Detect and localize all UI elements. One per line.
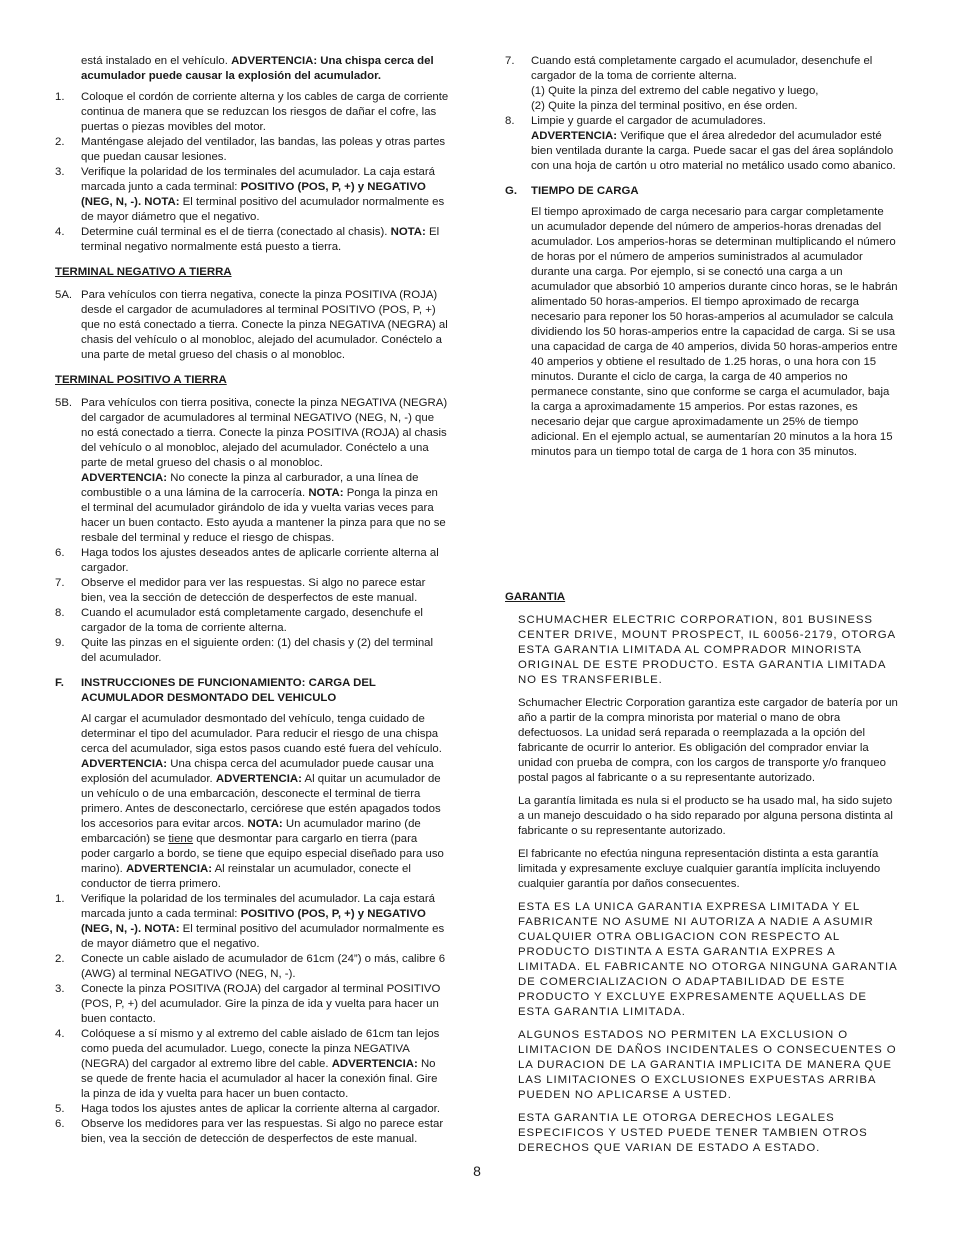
- step-item: [55, 892, 449, 952]
- steps-list-f: [55, 952, 449, 1027]
- steps-list-2: [55, 546, 449, 666]
- warranty-paragraph: SCHUMACHER ELECTRIC CORPORATION, 801 BUSINESS CENTER DRIVE, MOUNT PROSPECT, IL 60056-2179, OTORGA ESTA GARANTIA LIMITADA AL COMPRADOR MINORISTA ORIGINAL DE ESTE PRODUCTO. ESTA GARANTIA LIMITADA NO ES TRANSFERIBLE.: [518, 614, 896, 686]
- step-number: 8.: [505, 115, 515, 127]
- step-item: [55, 396, 449, 546]
- step-number: 8.: [55, 607, 65, 619]
- step-item: [55, 1102, 449, 1117]
- step-item: [55, 546, 449, 576]
- step-text: El terminal positivo del acumulador normalmente es de mayor diámetro que el negativo.: [81, 196, 445, 223]
- step-bold: NOTA:: [390, 226, 426, 238]
- warranty-paragraph: El fabricante no efectúa ninguna representación distinta a esta garantía limitada y expresamente excluye cualquier garantía implícita incluyendo cualquier garantía por daños consecuentes.: [518, 848, 881, 890]
- step-number: 5B.: [55, 397, 73, 409]
- charge-time-paragraph: El tiempo aproximado de carga necesario para cargar completamente un acumulador depende del número de amperios-horas drenadas del acumulador. Los amperios-horas se determinan multiplicando el número de horas por el número de amperios suministrados al acumulador durante una carga. Por ejemplo, si se conectó una carga a un acumulador que absorbió 10 amperios durante cinco horas, se le habrán alimentado 50 horas-amperios. El tiempo aproximado de recarga necesario para reponer los 50 horas-amperios al acumulador se calcula dividiendo los 50 horas-amperios entre la capacidad de carga. Si se usa una capacidad de carga de 40 amperios, divida 50 horas-amperios entre 40 amperios y obtiene el resultado de 1.25 horas, o una hora con 15 minutos. Durante el ciclo de carga, la carga de 40 amperios no permanece constante, sino que conforme se carga el acumulador, baja la carga a aproximadamente 15 amperios. Por estas razones, es necesario dejar que cargue aproximadamente un 25% de tiempo adicional. En el ejemplo actual, se aumentarían 20 minutos a la hora 15 minutos para un tiempo total de carga de 1 hora con 35 minutos.: [531, 206, 898, 458]
- step-text: (2) Quite la pinza del terminal positivo, en ése orden.: [531, 100, 798, 112]
- step-text: Cuando el acumulador está completamente cargado, desenchufe el cargador de la toma de corriente alterna.: [81, 607, 423, 634]
- intro-warning: ADVERTENCIA: Una chispa cerca del acumulador puede causar la explosión del acumulador.: [81, 55, 434, 82]
- warranty-paragraph: Schumacher Electric Corporation garantiza este cargador de batería por un año a partir de la compra minorista por material o mano de obra defectuosos. La unidad será reparada o reemplazada a la opción del fabricante de ocurrir lo anterior. Es obligación del comprador enviar la unidad con prueba de compra, con los cargos de transporte y/o franqueo postal pagos al fabricante o a su representante autorizado.: [518, 697, 898, 784]
- note-label: NOTA:: [308, 487, 344, 499]
- step-number: 5.: [55, 1103, 65, 1115]
- step-text: Quite las pinzas en el siguiente orden: (1) del chasis y (2) del terminal del acumulador.: [81, 637, 434, 664]
- step-item: [55, 225, 449, 255]
- text: Al reinstalar un acumulador, conecte el conductor de tierra primero.: [81, 863, 411, 890]
- step-item: [55, 606, 449, 636]
- step-item: [505, 54, 898, 114]
- step-text: Coloque el cordón de corriente alterna y los cables de carga de corriente continua de manera que se reduzcan los riesgos de dañar el cofre, las puertas o piezas movibles del motor.: [81, 91, 449, 133]
- step-number: 2.: [55, 953, 65, 965]
- section-letter: G.: [505, 185, 518, 197]
- step-item: [55, 982, 449, 1027]
- step-item: [55, 135, 449, 165]
- step-item: [55, 288, 449, 363]
- text: que desmontar para cargarlo en tierra (para poder cargarlo a bordo, se tiene que equipo especial diseñado para uso marino).: [81, 833, 444, 875]
- step-bold: POSITIVO (POS, P, +) y NEGATIVO (NEG, N, -). NOTA:: [81, 181, 426, 208]
- step-number: 3.: [55, 983, 65, 995]
- step-number: 4.: [55, 1028, 65, 1040]
- steps-list-f2: [55, 1102, 449, 1147]
- warranty-paragraph: ALGUNOS ESTADOS NO PERMITEN LA EXCLUSION O LIMITACION DE DAÑOS INCIDENTALES O CONSECUENTES O LA DURACION DE LA GARANTIA IMPLICITA DE MANERA QUE LAS LIMITACIONES O EXCLUSIONES EXPUESTAS ARRIBA PUEDEN NO APLICARSE A USTED.: [518, 1029, 897, 1101]
- warranty-paragraph: ESTA GARANTIA LE OTORGA DERECHOS LEGALES ESPECIFICOS Y USTED PUEDE TENER TAMBIEN OTROS DERECHOS QUE VARIAN DE ESTADO A ESTADO.: [518, 1112, 868, 1154]
- text: Un acumulador marino (de embarcación) se: [81, 818, 421, 845]
- warning-label: ADVERTENCIA:: [81, 758, 168, 770]
- underlined-word: tiene: [168, 833, 194, 845]
- step-item: [55, 165, 449, 225]
- step-text: Para vehículos con tierra positiva, conecte la pinza NEGATIVA (NEGRA) del cargador de acumuladores al terminal NEGATIVO (NEG, N, -) que no está conectado a tierra. Conecte la pinza POSITIVA (ROJA) al chasis del vehículo o al monobloc, alejado del acumulador. Conéctelo a una parte de metal grueso del chasis o al monobloc.: [81, 397, 448, 469]
- left-column: [55, 54, 449, 1147]
- step-text: Limpie y guarde el cargador de acumuladores.: [531, 115, 766, 127]
- warning-label: ADVERTENCIA:: [215, 773, 302, 785]
- text: Al quitar un acumulador de un vehículo o de una embarcación, desconecte el terminal de tierra primero. Antes de desconectarlo, cerciórese que estén apagados todos los accesorios para evitar arcos.: [81, 773, 441, 830]
- step-number: 5A.: [55, 289, 73, 301]
- step-number: 3.: [55, 166, 65, 178]
- step-item: [505, 114, 898, 174]
- step-text: Conecte un cable aislado de acumulador de 61cm (24”) o más, calibre 6 (AWG) al terminal NEGATIVO (NEG, N, -).: [81, 953, 446, 980]
- intro-text: está instalado en el vehículo.: [81, 55, 232, 67]
- step-text: Cuando está completamente cargado el acumulador, desenchufe el cargador de la toma de corriente alterna.: [531, 55, 873, 82]
- step-number: 4.: [55, 226, 65, 238]
- warranty-body: [505, 613, 898, 1156]
- section-g-heading: [505, 184, 898, 199]
- step-text: Ponga la pinza en el terminal del acumulador girándolo de ida y vuelta varias veces para hacer un buen contacto. Esto ayuda a mantener la pinza para que no se resbale del terminal y reduce el riesgo de chispas.: [81, 487, 446, 544]
- step-number: 2.: [55, 136, 65, 148]
- warning-label: ADVERTENCIA:: [125, 863, 213, 875]
- text: Al cargar el acumulador desmontado del vehículo, tenga cuidado de determinar el tipo del acumulador. Para reducir el riesgo de una chispa cerca del acumulador, siga estos pasos cuando esté fuera del vehículo.: [81, 713, 442, 755]
- step-text: Manténgase alejado del ventilador, las bandas, las poleas y otras partes que puedan causar lesiones.: [81, 136, 446, 163]
- step-item: [55, 576, 449, 606]
- step-item: [55, 636, 449, 666]
- section-title: INSTRUCCIONES DE FUNCIONAMIENTO: CARGA DEL ACUMULADOR DESMONTADO DEL VEHICULO: [81, 677, 376, 704]
- step-text: Determine cuál terminal es el de tierra (conectado al chasis).: [81, 226, 391, 238]
- page-number: 8: [473, 1163, 481, 1179]
- section-letter: F.: [55, 677, 64, 689]
- step-text: No conecte la pinza al carburador, a una línea de combustible o a una lámina de la carrocería.: [81, 472, 419, 499]
- step-number: 6.: [55, 1118, 65, 1130]
- section-title: TIEMPO DE CARGA: [531, 185, 639, 197]
- step-number: 6.: [55, 547, 65, 559]
- step-item: [55, 952, 449, 982]
- warranty-paragraph: La garantía limitada es nula si el producto se ha usado mal, ha sido sujeto a un manejo descuidado o ha sido reparado por alguna persona distinta al fabricante o su representante autorizado.: [518, 795, 893, 837]
- step-number: 7.: [505, 55, 515, 67]
- step-item: [55, 1117, 449, 1147]
- warranty-heading: GARANTIA: [505, 591, 566, 603]
- note-label: NOTA:: [247, 818, 283, 830]
- warning-label: ADVERTENCIA:: [81, 472, 168, 484]
- section-f-heading: [55, 676, 449, 706]
- step-text: Verifique la polaridad de los terminales del acumulador. La caja estará marcada junto a cada terminal:: [81, 893, 435, 920]
- step-text: El terminal negativo normalmente está puesto a tierra.: [81, 226, 440, 253]
- step-text: Para vehículos con tierra negativa, conecte la pinza POSITIVA (ROJA) desde el cargador de acumuladores al terminal POSITIVO (POS, P, +) que no está conectado a tierra. Conecte la pinza NEGATIVA (NEGRA) al chasis del vehículo o al monobloc, alejado del acumulador. Conéctelo a una parte de metal grueso del chasis o al monobloc.: [81, 289, 448, 361]
- step-number: 1.: [55, 893, 65, 905]
- step-text: (1) Quite la pinza del extremo del cable negativo y luego,: [531, 85, 819, 97]
- step-text: Verifique la polaridad de los terminales del acumulador. La caja estará marcada junto a cada terminal:: [81, 166, 435, 193]
- warning-label: ADVERTENCIA:: [531, 130, 618, 142]
- step-text: Colóquese a sí mismo y al extremo del cable aislado de 61cm tan lejos como pueda del acumulador. Luego, conecte la pinza NEGATIVA (NEGRA) del cargador al extremo libre del cable.: [81, 1028, 440, 1070]
- step-number: 1.: [55, 91, 65, 103]
- step-text: Haga todos los ajustes deseados antes de aplicarle corriente alterna al cargador.: [81, 547, 439, 574]
- step-text: Observe los medidores para ver las respuestas. Si algo no parece estar bien, vea la sección de detección de desperfectos de este manual.: [81, 1118, 444, 1145]
- step-text: El terminal positivo del acumulador normalmente es de mayor diámetro que el negativo.: [81, 923, 445, 950]
- positive-ground-heading: TERMINAL POSITIVO A TIERRA: [55, 374, 227, 386]
- step-item: [55, 1027, 449, 1102]
- step-item: [55, 90, 449, 135]
- section-f-intro: [55, 712, 449, 892]
- intro-paragraph: [55, 54, 449, 84]
- warranty-paragraph: ESTA ES LA UNICA GARANTIA EXPRESA LIMITADA Y EL FABRICANTE NO ASUME NI AUTORIZA A NADIE A ASUMIR CUALQUIER OTRA OBLIGACION CON RESPECTO AL PRODUCTO DISTINTA A ESTA GARANTIA EXPRES A LIMITADA. EL FABRICANTE NO OTORGA NINGUNA GARANTIA DE COMERCIALIZACION O ADAPTABILIDAD DE ESTE PRODUCTO Y EXCLUYE EXPRESAMENTE AQUELLAS DE ESTA GARANTIA LIMITADA.: [518, 901, 897, 1018]
- step-number: 7.: [55, 577, 65, 589]
- steps-list-1: [55, 90, 449, 165]
- step-text: Haga todos los ajustes antes de aplicar la corriente alterna al cargador.: [81, 1103, 441, 1115]
- step-text: Observe el medidor para ver las respuestas. Si algo no parece estar bien, vea la sección de detección de desperfectos de este manual.: [81, 577, 426, 604]
- text: Una chispa cerca del acumulador puede causar una explosión del acumulador.: [81, 758, 434, 785]
- step-number: 9.: [55, 637, 65, 649]
- step-text: Verifique que el área alrededor del acumulador esté bien ventilada durante la carga. Puede sacar el gas del área soplándolo con una hoja de cartón u otro material no metálico usado como abanico.: [531, 130, 896, 172]
- warning-label: ADVERTENCIA:: [331, 1058, 418, 1070]
- negative-ground-heading: TERMINAL NEGATIVO A TIERRA: [55, 266, 232, 278]
- step-text: No se quede de frente hacia el acumulador al hacer la conexión final. Gire la pinza de ida y vuelta para hacer un buen contacto.: [81, 1058, 438, 1100]
- step-bold: POSITIVO (POS, P, +) y NEGATIVO (NEG, N, -). NOTA:: [81, 908, 426, 935]
- step-text: Conecte la pinza POSITIVA (ROJA) del cargador al terminal POSITIVO (POS, P, +) del acumulador. Gire la pinza de ida y vuelta para hacer un buen contacto.: [81, 983, 441, 1025]
- right-column: [505, 54, 898, 1164]
